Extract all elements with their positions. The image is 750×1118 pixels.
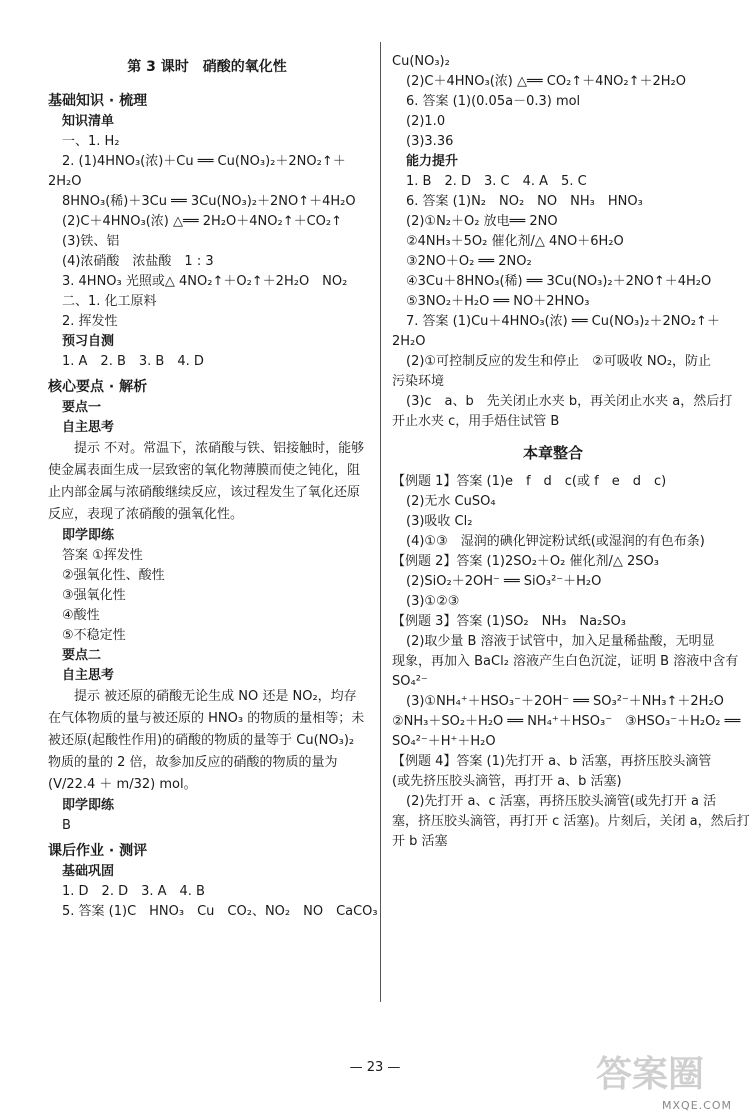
right-text-line: ②NH₃＋SO₂＋H₂O ══ NH₄⁺＋HSO₃⁻ ③HSO₃⁻＋H₂O₂ ══ xyxy=(392,714,741,729)
right-text-line: (2)C＋4HNO₃(浓) △══ CO₂↑＋4NO₂↑＋2H₂O xyxy=(406,74,687,89)
left-text-line: 3. 4HNO₃ 光照或△ 4NO₂↑＋O₂↑＋2H₂O NO₂ xyxy=(62,274,348,289)
left-text-line: 课后作业 · 测评 xyxy=(48,843,148,859)
left-text-line: 自主思考 xyxy=(62,420,115,435)
right-text-line: (4)①③ 湿润的碘化钾淀粉试纸(或湿润的有色布条) xyxy=(406,534,705,549)
left-text-line: 要点一 xyxy=(62,400,102,415)
right-text-line: Cu(NO₃)₂ xyxy=(392,54,450,69)
right-text-line: 6. 答案 (1)(0.05a－0.3) mol xyxy=(406,94,581,109)
right-text-line: 1. B 2. D 3. C 4. A 5. C xyxy=(406,174,587,189)
right-text-line: (2)取少量 B 溶液于试管中，加入足量稀盐酸，无明显 xyxy=(406,634,715,649)
right-text-line: (2)先打开 a、c 活塞，再挤压胶头滴管(或先打开 a 活 xyxy=(406,794,717,809)
left-text-line: 知识清单 xyxy=(62,114,115,129)
right-column xyxy=(392,52,750,852)
left-text-line: 2. 挥发性 xyxy=(62,314,118,329)
left-text-line: 一、1. H₂ xyxy=(62,134,120,149)
left-text-line: 基础知识 · 梳理 xyxy=(48,93,148,109)
right-text-line: (3)3.36 xyxy=(406,134,454,149)
column-divider xyxy=(380,42,381,1002)
right-text-line: (2)①可控制反应的发生和停止 ②可吸收 NO₂，防止 xyxy=(406,354,712,369)
right-text-line: 能力提升 xyxy=(406,154,459,169)
right-text-line: 【例题 3】答案 (1)SO₂ NH₃ Na₂SO₃ xyxy=(392,614,626,629)
right-text-line: 【例题 1】答案 (1)e f d c(或 f e d c) xyxy=(392,474,667,489)
left-text-line: B xyxy=(62,818,71,833)
right-text-line: 开止水夹 c，用手焐住试管 B xyxy=(392,414,560,429)
left-text-line: 核心要点 · 解析 xyxy=(48,379,148,395)
right-text-line: 本章整合 xyxy=(522,444,583,462)
left-text-line: (3)铁、铝 xyxy=(62,234,120,249)
left-text-line: 即学即练 xyxy=(62,798,115,813)
left-text-line: (4)浓硝酸 浓盐酸 1 : 3 xyxy=(62,254,214,269)
right-text-line: 6. 答案 (1)N₂ NO₂ NO NH₃ HNO₃ xyxy=(406,194,643,209)
right-text-line: 7. 答案 (1)Cu＋4HNO₃(浓) ══ Cu(NO₃)₂＋2NO₂↑＋ xyxy=(406,314,720,329)
left-text-line: 答案 ①挥发性 xyxy=(62,548,143,563)
right-text-line: ②4NH₃＋5O₂ 催化剂/△ 4NO＋6H₂O xyxy=(406,234,624,249)
left-text-line: 提示 被还原的硝酸无论生成 NO 还是 NO₂，均存在气体物质的量与被还原的 HNO₃ 的物质的量相等；未被还原(起酸性作用)的硝酸的物质的量等于 Cu(NO₃)₂ 物质的量的 2 倍，故参加反应的硝酸的物质的量为(V/22.4 ＋ m/32) mol。 xyxy=(48,689,365,792)
left-text-line: 5. 答案 (1)C HNO₃ Cu CO₂、NO₂ NO CaCO₃ xyxy=(62,904,378,919)
watermark-text: 答案圈 xyxy=(596,1054,705,1095)
right-text-line: (2)SiO₂＋2OH⁻ ══ SiO₃²⁻＋H₂O xyxy=(406,574,602,589)
left-text-line: 基础巩固 xyxy=(62,864,115,879)
left-text-line: 预习自测 xyxy=(62,334,115,349)
right-text-line: 【例题 4】答案 (1)先打开 a、b 活塞，再挤压胶头滴管 xyxy=(392,754,712,769)
right-text-line: (2)1.0 xyxy=(406,114,446,129)
left-text-line: 2H₂O xyxy=(48,174,82,189)
left-text-line: ⑤不稳定性 xyxy=(62,628,126,643)
left-text-line: 要点二 xyxy=(62,648,102,663)
left-text-line: 即学即练 xyxy=(62,528,115,543)
right-text-line: 塞，挤压胶头滴管，再打开 c 活塞)。片刻后，关闭 a，然后打 xyxy=(392,814,750,829)
left-text-line: 提示 不对。常温下，浓硝酸与铁、铝接触时，能够使金属表面生成一层致密的氧化物薄膜而使之钝化，阻止内部金属与浓硝酸继续反应，该过程发生了氧化还原反应，表现了浓硝酸的强氧化性。 xyxy=(48,441,365,522)
right-text-line: ④3Cu＋8HNO₃(稀) ══ 3Cu(NO₃)₂＋2NO↑＋4H₂O xyxy=(406,274,712,289)
left-text-line: 二、1. 化工原料 xyxy=(62,294,157,309)
left-text-line: ④酸性 xyxy=(62,608,100,623)
left-text-line: 2. (1)4HNO₃(浓)＋Cu ══ Cu(NO₃)₂＋2NO₂↑＋ xyxy=(62,154,346,169)
right-text-line: 开 b 活塞 xyxy=(392,834,448,849)
right-text-line: 2H₂O xyxy=(392,334,426,349)
left-text-line: ③强氧化性 xyxy=(62,588,126,603)
left-text-line: 1. A 2. B 3. B 4. D xyxy=(62,354,204,369)
right-text-line: SO₄²⁻ xyxy=(392,674,428,689)
right-text-line: (3)①NH₄⁺＋HSO₃⁻＋2OH⁻ ══ SO₃²⁻＋NH₃↑＋2H₂O xyxy=(406,694,724,709)
watermark-subtext: MXQE.COM xyxy=(662,1099,732,1112)
left-text-line: (2)C＋4HNO₃(浓) △══ 2H₂O＋4NO₂↑＋CO₂↑ xyxy=(62,214,343,229)
right-text-line: 【例题 2】答案 (1)2SO₂＋O₂ 催化剂/△ 2SO₃ xyxy=(392,554,659,569)
left-text-line: ②强氧化性、酸性 xyxy=(62,568,165,583)
right-text-line: (3)①②③ xyxy=(406,594,460,609)
left-text-line: 1. D 2. D 3. A 4. B xyxy=(62,884,205,899)
right-text-line: (3)吸收 Cl₂ xyxy=(406,514,473,529)
right-text-line: SO₄²⁻＋H⁺＋H₂O xyxy=(392,734,496,749)
left-text-line: 8HNO₃(稀)＋3Cu ══ 3Cu(NO₃)₂＋2NO↑＋4H₂O xyxy=(62,194,356,209)
left-text-line: 自主思考 xyxy=(62,668,115,683)
right-text-line: (2)①N₂＋O₂ 放电══ 2NO xyxy=(406,214,558,229)
right-text-line: 污染环境 xyxy=(392,374,445,389)
left-text-line: 第 3 课时 硝酸的氧化性 xyxy=(127,59,287,75)
right-text-line: 现象，再加入 BaCl₂ 溶液产生白色沉淀，证明 B 溶液中含有 xyxy=(392,654,739,669)
page-number: — 23 — xyxy=(349,1060,401,1075)
right-text-line: (2)无水 CuSO₄ xyxy=(406,494,496,509)
right-text-line: ③2NO＋O₂ ══ 2NO₂ xyxy=(406,254,532,269)
left-column xyxy=(48,46,378,922)
right-text-line: ⑤3NO₂＋H₂O ══ NO＋2HNO₃ xyxy=(406,294,590,309)
right-text-line: (或先挤压胶头滴管，再打开 a、b 活塞) xyxy=(392,774,622,789)
right-text-line: (3)c a、b 先关闭止水夹 b，再关闭止水夹 a，然后打 xyxy=(406,394,733,409)
